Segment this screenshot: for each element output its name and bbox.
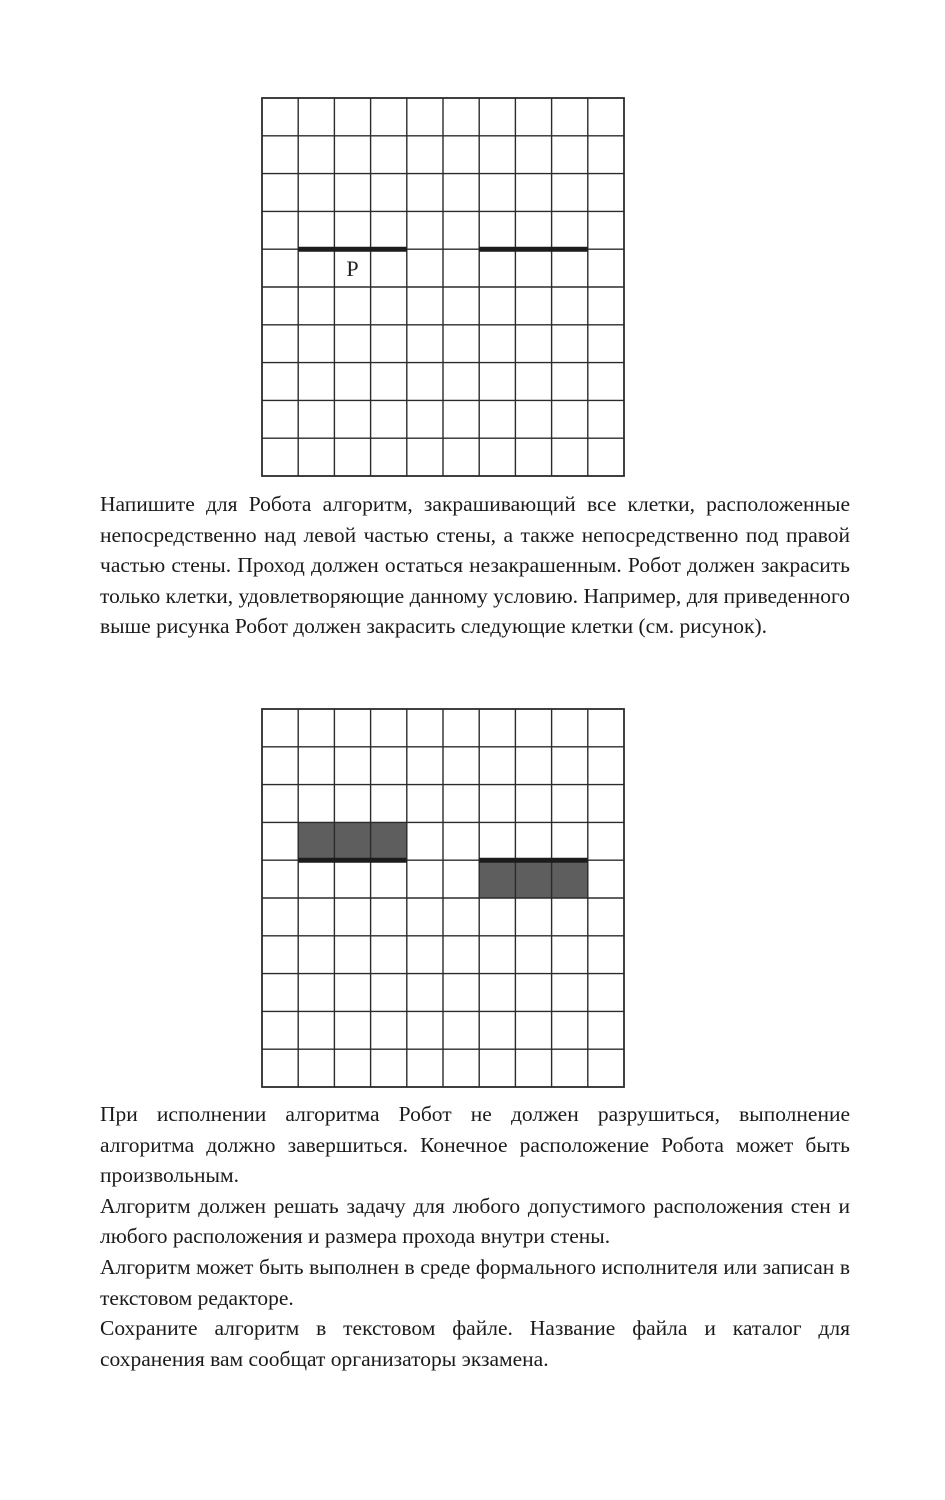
task-text: Напишите для Робота алгоритм, закрашивающий все клетки, расположенные непосредственно над левой частью стены, а также непосредственно под правой частью стены. Проход должен остаться незакрашенным. Робот должен закрасить только клетки, удовлетворяющие данному условию. Например, для приведенного выше рисунка Робот должен закрасить следующие клетки (см. рисунок).: [100, 492, 850, 639]
condition-paragraph: Сохраните алгоритм в текстовом файле. Название файла и каталог для сохранения вам сообщат организаторы экзамена.: [100, 1316, 850, 1371]
condition-paragraph: Алгоритм должен решать задачу для любого допустимого расположения стен и любого расположения и размера прохода внутри стены.: [100, 1193, 850, 1249]
robot-field-result: [262, 709, 624, 1087]
condition-paragraph: При исполнении алгоритма Робот не должен разрушиться, выполнение алгоритма должно завершиться. Конечное расположение Робота может быть произвольным.: [100, 1102, 850, 1188]
task-description: [100, 489, 850, 642]
condition-paragraph: Алгоритм может быть выполнен в среде формального исполнителя или записан в текстовом редакторе.: [100, 1254, 850, 1310]
robot-field-result-grid: [262, 709, 624, 1087]
robot-field-initial-grid: [262, 98, 624, 476]
painted-cell: [371, 822, 407, 860]
painted-cell: [515, 860, 551, 898]
robot-field-initial: [262, 98, 624, 476]
painted-cell: [479, 860, 515, 898]
painted-cell: [334, 822, 370, 860]
task-conditions: [100, 1099, 850, 1374]
painted-cell: [298, 822, 334, 860]
robot-marker: Р: [346, 256, 359, 282]
painted-cell: [552, 860, 588, 898]
